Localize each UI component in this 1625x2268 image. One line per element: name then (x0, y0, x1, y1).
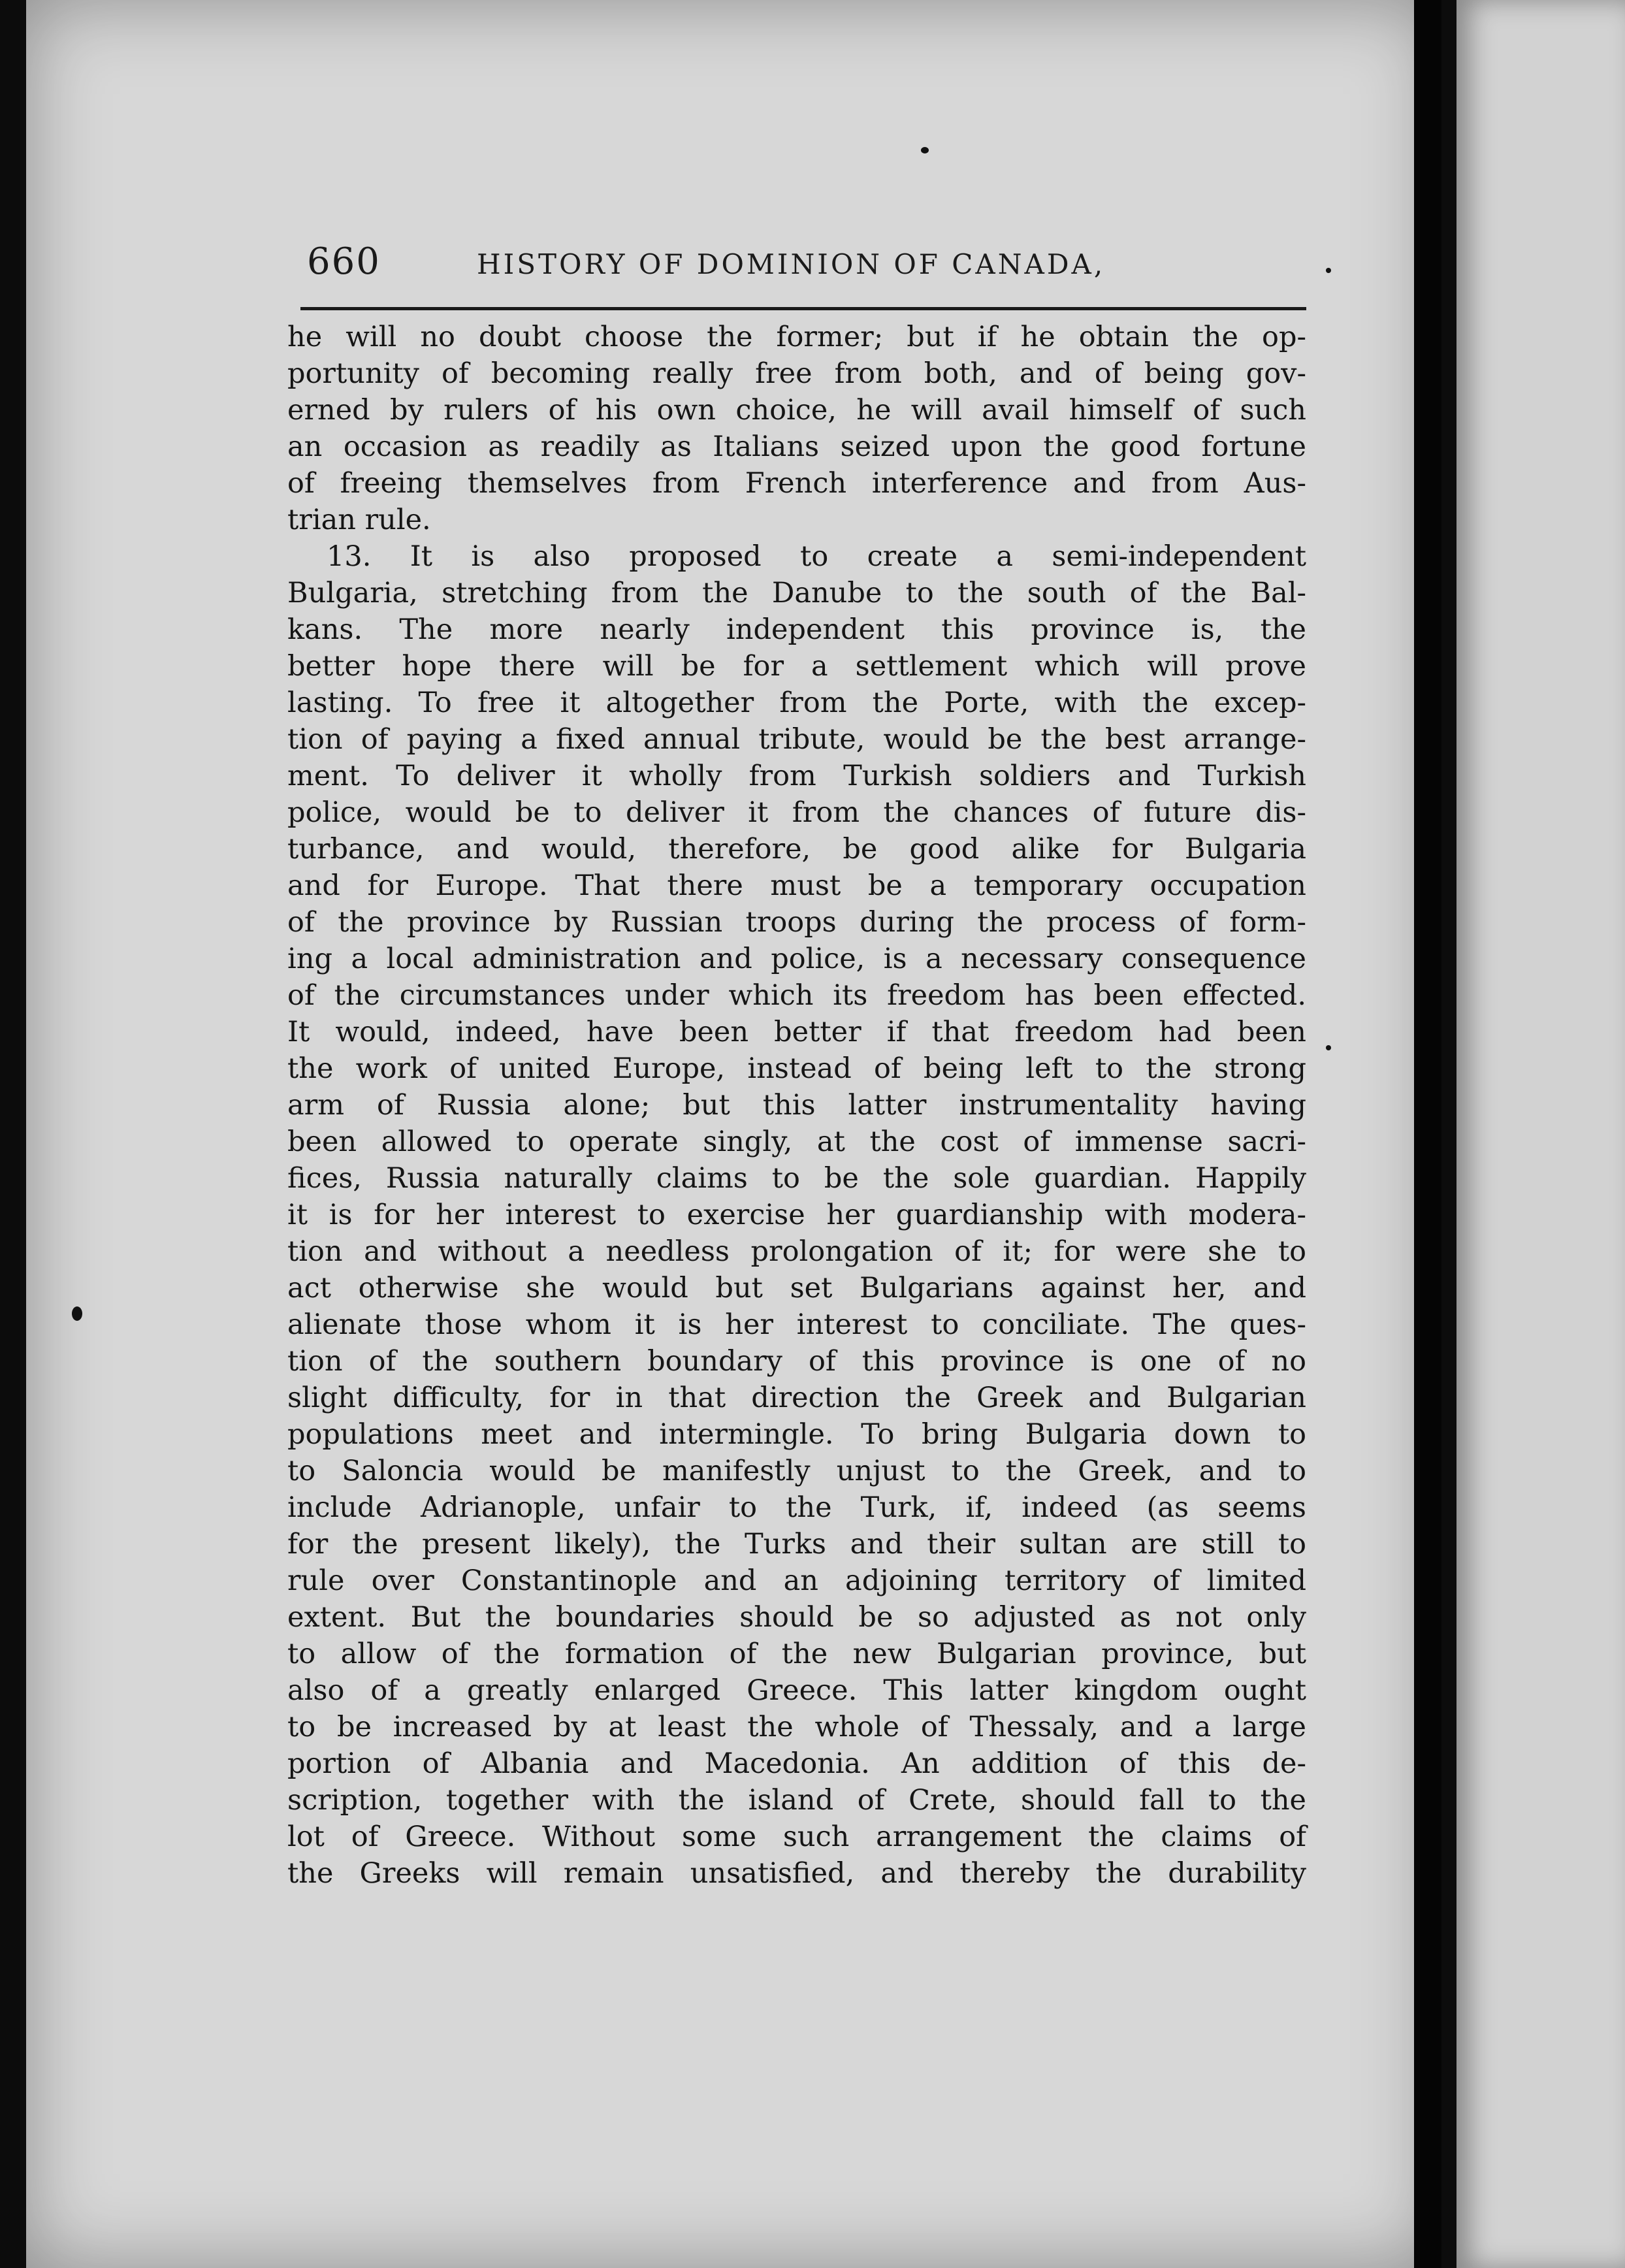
text-line: alienate those whom it is her interest to conciliate. The ques- (287, 1308, 1306, 1341)
text-line: turbance, and would, therefore, be good alike for Bulgaria (287, 833, 1306, 866)
text-line: portunity of becoming really free from both, and of being gov- (287, 357, 1306, 390)
text-line: better hope there will be for a settlement which will prove (287, 650, 1306, 683)
text-line: arm of Russia alone; but this latter instrumentality having (287, 1089, 1306, 1122)
text-line: It would, indeed, have been better if that freedom had been (287, 1016, 1306, 1048)
page-number: 660 (307, 240, 381, 283)
ink-speck (1326, 268, 1331, 273)
text-line: it is for her interest to exercise her guardianship with modera- (287, 1199, 1306, 1231)
text-line: extent. But the boundaries should be so adjusted as not only (287, 1601, 1306, 1634)
text-line: trian rule. (287, 504, 431, 536)
text-line: tion of the southern boundary of this province is one of no (287, 1345, 1306, 1378)
text-line: tion of paying a fixed annual tribute, would be the best arrange- (287, 723, 1306, 756)
page-header (261, 229, 1306, 307)
text-line: the Greeks will remain unsatisfied, and thereby the durability (287, 1857, 1306, 1890)
text-line: for the present likely), the Turks and their sultan are still to (287, 1528, 1306, 1561)
text-line: he will no doubt choose the former; but if he obtain the op- (287, 321, 1306, 353)
text-line: lasting. To free it altogether from the Porte, with the excep- (287, 687, 1306, 719)
ink-speck (72, 1306, 82, 1321)
ink-speck (1326, 1045, 1331, 1050)
text-line: erned by rulers of his own choice, he will avail himself of such (287, 394, 1306, 427)
facing-page-edge (1456, 0, 1625, 2268)
text-line: to Saloncia would be manifestly unjust to the Greek, and to (287, 1455, 1306, 1487)
book-spine-gutter (1414, 0, 1441, 2268)
text-line: also of a greatly enlarged Greece. This latter kingdom ought (287, 1674, 1306, 1707)
text-line: include Adrianople, unfair to the Turk, if, indeed (as seems (287, 1491, 1306, 1524)
text-line: ing a local administration and police, is a necessary consequence (287, 943, 1306, 975)
text-line: rule over Constantinople and an adjoining territory of limited (287, 1564, 1306, 1597)
text-line: act otherwise she would but set Bulgarians against her, and (287, 1272, 1306, 1304)
text-line: kans. The more nearly independent this province is, the (287, 613, 1306, 646)
text-line: been allowed to operate singly, at the cost of immense sacri- (287, 1126, 1306, 1158)
text-line: portion of Albania and Macedonia. An addition of this de- (287, 1747, 1306, 1780)
text-line: tion and without a needless prolongation of it; for were she to (287, 1235, 1306, 1268)
header-rule (300, 307, 1306, 310)
text-line: of freeing themselves from French interference and from Aus- (287, 467, 1306, 500)
body-text (287, 319, 1306, 1892)
text-line: of the circumstances under which its freedom has been effected. (287, 979, 1306, 1012)
text-line: police, would be to deliver it from the chances of future dis- (287, 796, 1306, 829)
text-line: to allow of the formation of the new Bulgarian province, but (287, 1638, 1306, 1670)
page-content (261, 0, 1306, 2268)
text-line: to be increased by at least the whole of Thessaly, and a large (287, 1711, 1306, 1743)
text-line: lot of Greece. Without some such arrangement the claims of (287, 1821, 1306, 1853)
text-line: scription, together with the island of Crete, should fall to the (287, 1784, 1306, 1817)
running-title: HISTORY OF DOMINION OF CANADA, (477, 248, 1106, 280)
text-line: and for Europe. That there must be a temporary occupation (287, 869, 1306, 902)
text-line: ment. To deliver it wholly from Turkish soldiers and Turkish (287, 760, 1306, 792)
text-line: populations meet and intermingle. To bring Bulgaria down to (287, 1418, 1306, 1451)
text-line: of the province by Russian troops during the process of form- (287, 906, 1306, 939)
text-line: the work of united Europe, instead of being left to the strong (287, 1052, 1306, 1085)
text-line: slight difficulty, for in that direction the Greek and Bulgarian (287, 1382, 1306, 1414)
text-line: 13. It is also proposed to create a semi-independent (327, 540, 1306, 573)
book-page (26, 0, 1437, 2268)
text-line: Bulgaria, stretching from the Danube to the south of the Bal- (287, 577, 1306, 609)
text-line: fices, Russia naturally claims to be the sole guardian. Happily (287, 1162, 1306, 1195)
ink-speck (921, 147, 929, 154)
text-line: an occasion as readily as Italians seized upon the good fortune (287, 430, 1306, 463)
